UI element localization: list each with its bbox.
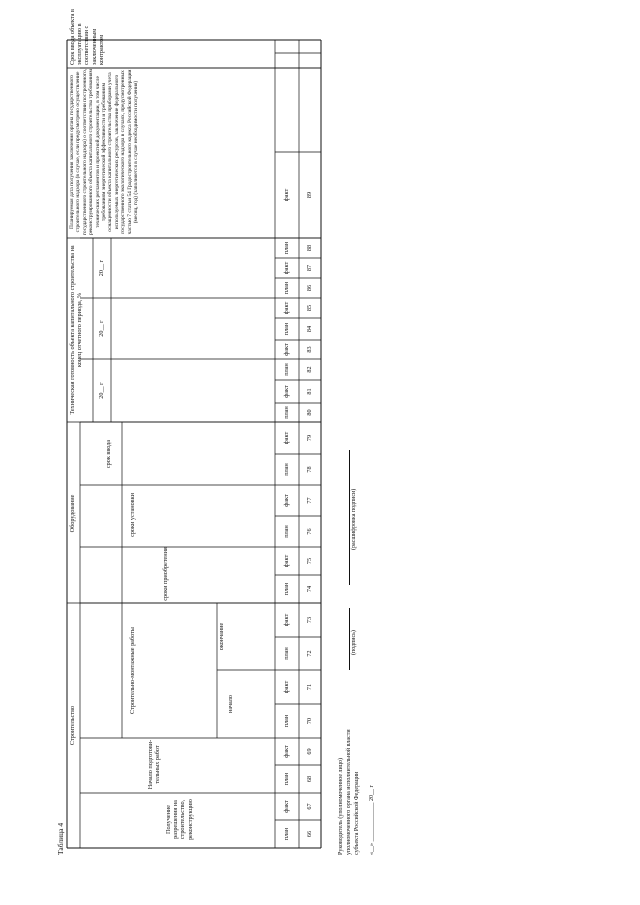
plan-label: план [283,647,290,660]
column-number: 76 [306,528,313,535]
plan-label: план [283,525,290,538]
header-start: начало [227,695,234,713]
column-number: 88 [306,244,313,252]
report-table [67,9,321,848]
column-number: 67 [306,803,313,810]
header-end: окончание [218,622,225,651]
plan-label: план [283,714,290,728]
column-number: 84 [306,325,313,333]
plan-label: план [283,241,290,255]
fact-label: факт [283,613,290,627]
fact-label: факт [283,745,290,758]
plan-label: план [283,363,290,376]
plan-label: план [283,281,290,295]
column-number: 81 [306,388,313,395]
header-commissioning: срок ввода [105,439,112,469]
plan-label: план [283,322,290,336]
column-number: 69 [306,748,313,755]
plan-label: план [283,406,290,419]
column-number: 74 [306,585,313,593]
column-number: 71 [306,683,313,691]
signatory-title-line-2: уполномоченного органа исполнительной власти [346,729,352,855]
header-commission-term: Срок ввода объекта в эксплуатацию в соответствии с заключенным контрактом [69,9,105,65]
column-number: 70 [306,717,313,725]
column-number: 75 [306,557,313,565]
header-year-3: 20__ г [98,259,105,277]
column-number: 79 [306,434,313,442]
decoding-line [349,450,350,585]
header-equipment: Оборудование [69,494,76,533]
column-number: 72 [306,650,313,657]
fact-label: факт [283,385,290,398]
header-construction: Строительство [69,705,76,746]
fact-label: факт [283,301,290,315]
column-number: 87 [306,264,313,272]
fact-label: факт [283,188,290,202]
date-line: «__» _____________ 20__ г [369,785,375,855]
column-number: 83 [306,346,313,353]
header-cmr: Строительно-монтажные работы [129,627,136,714]
column-number: 73 [306,616,313,624]
column-number: 86 [306,284,313,292]
signature-caption: (подпись) [351,630,357,655]
fact-label: факт [283,343,290,356]
header-installation: сроки установки [129,493,136,537]
signatory-title-line-1: Руководитель (уполномоченное лицо) [338,758,344,855]
column-number: 68 [306,775,313,783]
plan-label: план [283,827,290,841]
header-year-1: 20__ г [98,382,105,399]
column-number: 85 [306,304,313,312]
decoding-caption: (расшифровка подписи) [351,488,357,550]
column-number: 78 [306,466,313,473]
table-label: Таблица 4 [56,822,65,855]
header-readiness: Техническая готовность объекта капитального строительства на конец отчетного периода, % [69,245,84,415]
header-prep-start: Начало подготови-тельных работ [147,739,162,790]
column-number: 82 [306,366,313,373]
fact-label: факт [283,494,290,507]
header-acquisition: сроки приобретения [162,547,169,601]
plan-label: план [283,772,290,786]
fact-label: факт [283,800,290,813]
header-planned-date: Планируемая дата получения заключения органа государственного строительного надзора (в случае, если предусмотрено осуществление государственного строительного надзора) о соответствии построенного, реконструированного объекта капитального строительства требованиям технических регламентов и проектной документации, в том числе требованиям энергетической эффективности и требованиям оснащенности объекта капитального строительства приборами учета используемых энергетических ресурсов, заключение федерального государственного экологического надзора в случаях, предусмотренных частью 7 статьи 54 Градостроительного кодекса Российской Федерации (месяц, год) (заполняется в случае необходимости получения) [69,68,140,236]
fact-label: факт [283,261,290,275]
plan-label: план [283,582,290,596]
column-number: 89 [306,191,313,199]
fact-label: факт [283,431,290,445]
column-number: 77 [306,497,313,504]
plan-label: план [283,463,290,476]
fact-label: факт [283,554,290,568]
column-number: 80 [306,409,313,416]
header-permit: Получение разрешения на строительство, реконструкцию [165,799,194,840]
fact-label: факт [283,680,290,694]
header-year-2: 20__ г [98,320,105,337]
signature-line [349,608,350,670]
signatory-title-line-3: субъекта Российской Федерации [354,771,360,855]
column-number: 66 [306,830,313,838]
